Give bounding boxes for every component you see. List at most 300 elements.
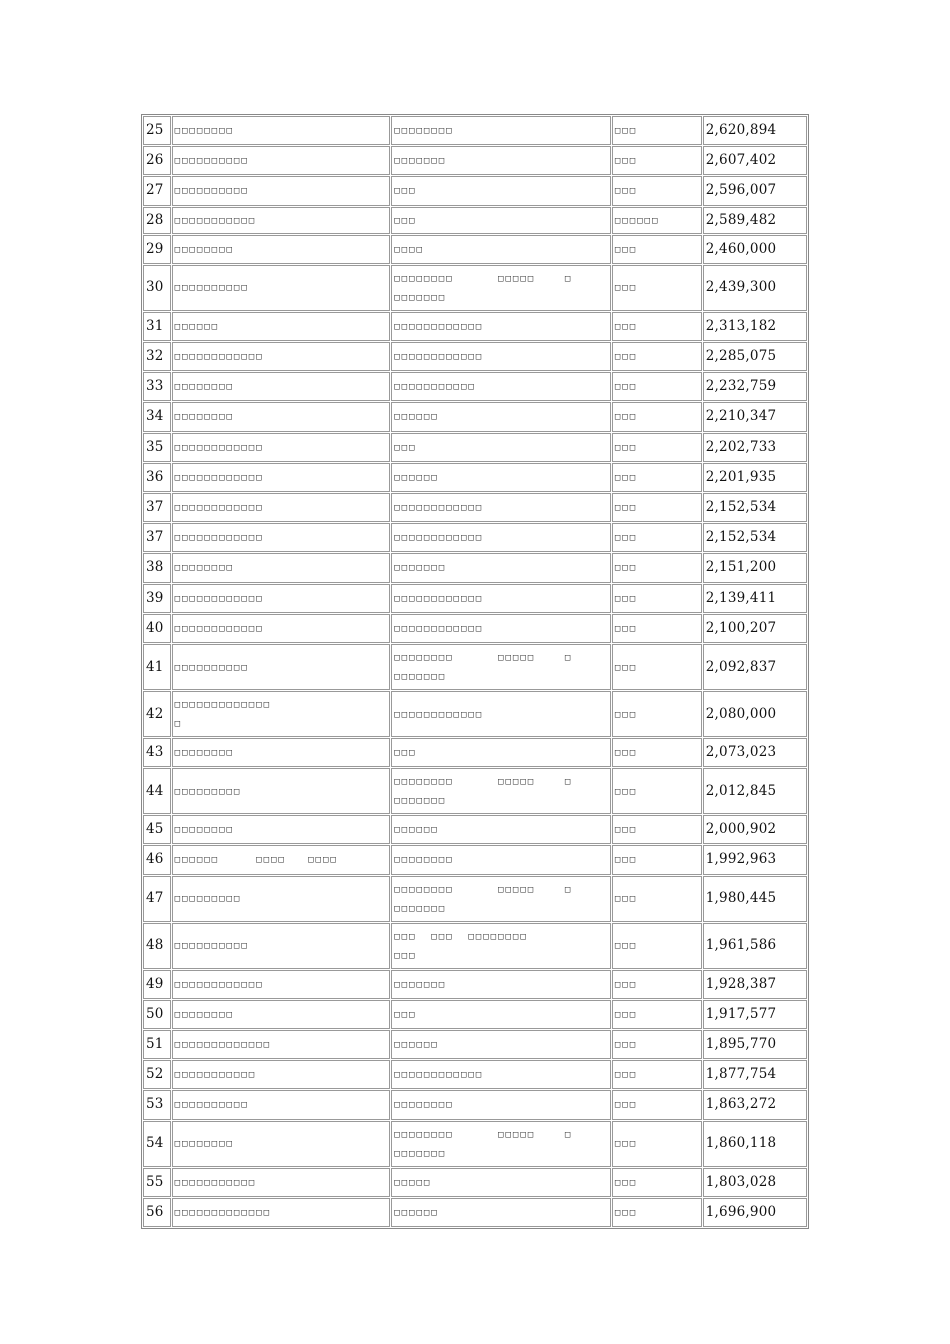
unit-cell [612, 402, 702, 431]
unit-cell-text: □□□ [614, 186, 638, 197]
category-cell [391, 433, 611, 462]
unit-cell [612, 493, 702, 522]
unit-cell-text: □□□ [614, 382, 638, 393]
table-row [143, 553, 807, 582]
amount-cell [703, 523, 807, 552]
row-number-cell-text: 56 [146, 1203, 164, 1220]
name-cell [172, 923, 391, 969]
category-cell [391, 738, 611, 767]
row-number-cell [143, 738, 171, 767]
name-cell [172, 553, 391, 582]
row-number-cell-text: 31 [146, 317, 164, 334]
name-cell-text: □□□□□□□□□ [174, 786, 242, 797]
row-number-cell-text: 54 [146, 1135, 164, 1152]
category-cell-text: □□□□□□□ [394, 979, 447, 990]
category-cell-text: □□□□ [394, 244, 424, 255]
table-row [143, 176, 807, 205]
unit-cell [612, 312, 702, 341]
category-cell-text: □□□□□□□□□□□□ [394, 709, 484, 720]
category-cell-text: □□□□□□□□ [394, 855, 454, 866]
category-cell [391, 493, 611, 522]
table-row [143, 644, 807, 690]
name-cell [172, 876, 391, 922]
category-cell [391, 372, 611, 401]
table-row [143, 923, 807, 969]
amount-cell-text: 2,210,347 [705, 408, 777, 425]
category-cell-text: □□□□□□□ [394, 563, 447, 574]
category-cell [391, 312, 611, 341]
category-cell-text: □□□□□□ [394, 472, 439, 483]
amount-cell-text: 1,863,272 [705, 1096, 777, 1113]
row-number-cell-text: 27 [146, 182, 164, 199]
row-number-cell [143, 553, 171, 582]
row-number-cell-text: 53 [146, 1096, 164, 1113]
amount-cell [703, 235, 807, 264]
amount-cell-text: 2,151,200 [705, 559, 777, 576]
amount-cell-text: 2,285,075 [705, 348, 777, 365]
unit-cell [612, 584, 702, 613]
name-cell [172, 1030, 391, 1059]
row-number-cell [143, 923, 171, 969]
amount-cell [703, 312, 807, 341]
name-cell [172, 372, 391, 401]
amount-cell [703, 372, 807, 401]
amount-cell [703, 1090, 807, 1119]
category-cell [391, 463, 611, 492]
row-number-cell-text: 36 [146, 468, 164, 485]
unit-cell [612, 553, 702, 582]
row-number-cell [143, 845, 171, 874]
row-number-cell-text: 34 [146, 408, 164, 425]
amount-cell [703, 815, 807, 844]
name-cell-text: □□□□□□□□ [174, 412, 234, 423]
amount-cell [703, 876, 807, 922]
row-number-cell [143, 312, 171, 341]
category-cell-text: □□□ [394, 442, 417, 453]
name-cell [172, 614, 391, 643]
category-cell [391, 265, 611, 311]
row-number-cell-text: 42 [146, 705, 164, 722]
unit-cell-text: □□□ [614, 156, 638, 167]
amount-cell-text: 1,895,770 [705, 1036, 777, 1053]
amount-cell-text: 1,860,118 [705, 1135, 777, 1152]
category-cell-text: □□□ [394, 215, 417, 226]
table-row [143, 584, 807, 613]
unit-cell [612, 523, 702, 552]
name-cell-text: □□□□□□□□ [174, 382, 234, 393]
unit-cell-text: □□□ [614, 786, 638, 797]
category-cell [391, 644, 611, 690]
category-cell [391, 146, 611, 175]
unit-cell [612, 342, 702, 371]
row-number-cell [143, 1000, 171, 1029]
amount-cell [703, 1030, 807, 1059]
name-cell [172, 1121, 391, 1167]
amount-cell-text: 2,073,023 [705, 744, 777, 761]
name-cell-text: □□□□□□□□ [174, 825, 234, 836]
row-number-cell [143, 876, 171, 922]
name-cell-text: □□□□□□□□□□□ [174, 1177, 257, 1188]
name-cell [172, 463, 391, 492]
row-number-cell [143, 1168, 171, 1197]
name-cell-text: □□□□□□□□□□□□□ [174, 1040, 272, 1051]
row-number-cell [143, 614, 171, 643]
row-number-cell-text: 37 [146, 529, 164, 546]
amount-cell [703, 553, 807, 582]
name-cell-text: □□□□□□□□□□□ [174, 1070, 257, 1081]
amount-cell-text: 1,980,445 [705, 890, 777, 907]
name-cell-text: □□□□□□□□□□ [174, 1100, 249, 1111]
amount-cell-text: 2,000,902 [705, 821, 777, 838]
category-cell [391, 402, 611, 431]
table-row [143, 614, 807, 643]
row-number-cell [143, 493, 171, 522]
amount-cell [703, 1168, 807, 1197]
unit-cell-text: □□□ [614, 941, 638, 952]
category-cell [391, 584, 611, 613]
name-cell [172, 523, 391, 552]
row-number-cell-text: 43 [146, 744, 164, 761]
row-number-cell [143, 1030, 171, 1059]
category-cell [391, 1121, 611, 1167]
category-cell-text: □□□□□□□□□□□□ [394, 352, 484, 363]
category-cell-text: □□□□□□□□ [394, 126, 454, 136]
category-cell [391, 553, 611, 582]
name-cell [172, 815, 391, 844]
table-row [143, 815, 807, 844]
category-cell-text: □□□□□□ [394, 1040, 439, 1051]
name-cell [172, 970, 391, 999]
category-cell [391, 815, 611, 844]
category-cell-text: □□□□□□□□□□□□ [394, 1070, 484, 1081]
table-row [143, 523, 807, 552]
table-row [143, 768, 807, 814]
row-number-cell [143, 815, 171, 844]
amount-cell-text: 2,100,207 [705, 619, 777, 636]
row-number-cell [143, 584, 171, 613]
name-cell-text: □□□□□□□□□□□□ [174, 593, 264, 604]
category-cell [391, 116, 611, 145]
name-cell-text: □□□□□□□□□□□□ [174, 352, 264, 363]
name-cell [172, 312, 391, 341]
table-row [143, 1000, 807, 1029]
category-cell [391, 1030, 611, 1059]
row-number-cell-text: 38 [146, 559, 164, 576]
unit-cell [612, 1000, 702, 1029]
unit-cell-text: □□□ [614, 244, 638, 255]
amount-cell-text: 2,232,759 [705, 378, 777, 395]
table-body [143, 116, 807, 1227]
category-cell-text: □□□□□□□□□□□□ [394, 321, 484, 332]
amount-cell [703, 207, 807, 234]
unit-cell [612, 1168, 702, 1197]
row-number-cell-text: 50 [146, 1005, 164, 1022]
unit-cell [612, 176, 702, 205]
row-number-cell-text: 41 [146, 658, 164, 675]
row-number-cell-text: 46 [146, 851, 164, 868]
table-row [143, 146, 807, 175]
category-cell-text: □□□□□□ [394, 825, 439, 836]
row-number-cell [143, 1090, 171, 1119]
unit-cell [612, 1030, 702, 1059]
category-cell-text: □□□□□□ [394, 1207, 439, 1218]
name-cell-text: □□□□□□□□□□□□ [174, 442, 264, 453]
name-cell-text: □□□□□□ [174, 321, 220, 332]
name-cell [172, 1168, 391, 1197]
category-cell [391, 1060, 611, 1089]
name-cell-text: □□□□□□ □□□□ □□□□ [174, 855, 338, 866]
name-cell-text: □□□□□□□□□□□□ [174, 623, 264, 634]
row-number-cell [143, 402, 171, 431]
amount-cell-text: 1,877,754 [705, 1066, 777, 1083]
amount-cell [703, 1000, 807, 1029]
row-number-cell [143, 463, 171, 492]
name-cell-text: □□□□□□□□ [174, 563, 234, 574]
amount-cell-text: 2,201,935 [705, 468, 777, 485]
name-cell [172, 265, 391, 311]
category-cell-text: □□□□□□□□□□□ [394, 382, 476, 393]
name-cell [172, 691, 391, 737]
row-number-cell-text: 48 [146, 937, 164, 954]
amount-cell [703, 614, 807, 643]
amount-cell [703, 923, 807, 969]
name-cell-text: □□□□□□□□ [174, 126, 234, 136]
row-number-cell-text: 51 [146, 1036, 164, 1053]
table-row [143, 1168, 807, 1197]
unit-cell-text: □□□ [614, 283, 638, 294]
unit-cell [612, 265, 702, 311]
unit-cell-text: □□□ [614, 442, 638, 453]
row-number-cell-text: 29 [146, 240, 164, 257]
table-row [143, 970, 807, 999]
row-number-cell-text: 40 [146, 619, 164, 636]
row-number-cell-text: 28 [146, 211, 164, 228]
category-cell-text: □□□□□□□□ [394, 1100, 454, 1111]
category-cell [391, 768, 611, 814]
amount-cell [703, 342, 807, 371]
unit-cell [612, 815, 702, 844]
table-row [143, 312, 807, 341]
amount-cell-text: 2,596,007 [705, 182, 777, 199]
amount-cell-text: 1,992,963 [705, 851, 777, 868]
amount-cell-text: 2,139,411 [705, 589, 777, 606]
name-cell [172, 1198, 391, 1227]
name-cell-text: □□□□□□□□□□□□ [174, 533, 264, 544]
table-row [143, 738, 807, 767]
category-cell [391, 970, 611, 999]
amount-cell-text: 2,439,300 [705, 279, 777, 296]
amount-cell-text: 2,092,837 [705, 658, 777, 675]
category-cell [391, 176, 611, 205]
category-cell [391, 1168, 611, 1197]
category-cell-text: □□□ [394, 186, 417, 197]
name-cell-text: □□□□□□□□□□□□□ □ [174, 700, 272, 730]
category-cell-text: □□□□□□□□ □□□□□ □ □□□□□□□ [394, 273, 573, 303]
category-cell [391, 691, 611, 737]
row-number-cell-text: 45 [146, 821, 164, 838]
table-row [143, 876, 807, 922]
unit-cell [612, 970, 702, 999]
amount-cell [703, 433, 807, 462]
amount-cell-text: 1,928,387 [705, 975, 777, 992]
table-row [143, 433, 807, 462]
unit-cell [612, 738, 702, 767]
amount-cell-text: 1,917,577 [705, 1005, 777, 1022]
name-cell [172, 235, 391, 264]
row-number-cell [143, 235, 171, 264]
category-cell-text: □□□□□□□□□□□□ [394, 533, 484, 544]
amount-cell [703, 691, 807, 737]
name-cell [172, 402, 391, 431]
table-row [143, 116, 807, 145]
unit-cell-text: □□□ [614, 563, 638, 574]
name-cell-text: □□□□□□□□□□ [174, 283, 249, 294]
category-cell [391, 1198, 611, 1227]
row-number-cell-text: 25 [146, 122, 164, 138]
unit-cell-text: □□□□□□ [614, 215, 660, 226]
amount-cell [703, 493, 807, 522]
name-cell [172, 1000, 391, 1029]
row-number-cell-text: 32 [146, 348, 164, 365]
row-number-cell [143, 116, 171, 145]
category-cell [391, 614, 611, 643]
unit-cell-text: □□□ [614, 1040, 638, 1051]
unit-cell [612, 207, 702, 234]
category-cell-text: □□□□□□□□ □□□□□ □ □□□□□□□ [394, 653, 573, 683]
amount-cell [703, 116, 807, 145]
row-number-cell [143, 1060, 171, 1089]
amount-cell [703, 176, 807, 205]
name-cell [172, 207, 391, 234]
name-cell-text: □□□□□□□□ [174, 748, 234, 759]
table-row [143, 845, 807, 874]
unit-cell [612, 433, 702, 462]
row-number-cell [143, 207, 171, 234]
unit-cell-text: □□□ [614, 709, 638, 720]
category-cell-text: □□□□□□□□ □□□□□ □ □□□□□□□ [394, 1129, 573, 1159]
unit-cell-text: □□□ [614, 352, 638, 363]
name-cell [172, 342, 391, 371]
name-cell-text: □□□□□□□□□□ [174, 156, 249, 167]
row-number-cell [143, 644, 171, 690]
category-cell [391, 876, 611, 922]
unit-cell-text: □□□ [614, 533, 638, 544]
category-cell-text: □□□□□□ [394, 412, 439, 423]
table-row [143, 1090, 807, 1119]
unit-cell [612, 463, 702, 492]
amount-cell-text: 1,696,900 [705, 1203, 777, 1220]
unit-cell [612, 768, 702, 814]
row-number-cell [143, 1198, 171, 1227]
unit-cell [612, 235, 702, 264]
amount-cell-text: 2,620,894 [705, 122, 777, 138]
table-row [143, 265, 807, 311]
row-number-cell [143, 768, 171, 814]
amount-cell-text: 1,803,028 [705, 1173, 777, 1190]
unit-cell [612, 923, 702, 969]
name-cell-text: □□□□□□□□□□□□ [174, 979, 264, 990]
unit-cell-text: □□□ [614, 412, 638, 423]
table-row [143, 1030, 807, 1059]
category-cell-text: □□□□□□□ [394, 156, 447, 167]
category-cell-text: □□□□□□□□□□□□ [394, 593, 484, 604]
category-cell [391, 207, 611, 234]
row-number-cell-text: 47 [146, 890, 164, 907]
row-number-cell [143, 523, 171, 552]
unit-cell [612, 691, 702, 737]
amount-cell-text: 2,152,534 [705, 499, 777, 516]
amount-cell [703, 463, 807, 492]
name-cell [172, 845, 391, 874]
row-number-cell-text: 52 [146, 1066, 164, 1083]
table-row [143, 493, 807, 522]
amount-cell-text: 2,589,482 [705, 211, 777, 228]
unit-cell-text: □□□ [614, 979, 638, 990]
unit-cell-text: □□□ [614, 1009, 638, 1020]
name-cell [172, 1060, 391, 1089]
category-cell [391, 923, 611, 969]
category-cell [391, 235, 611, 264]
name-cell [172, 584, 391, 613]
amount-cell [703, 845, 807, 874]
name-cell [172, 738, 391, 767]
name-cell [172, 768, 391, 814]
unit-cell [612, 1121, 702, 1167]
unit-cell [612, 1060, 702, 1089]
row-number-cell [143, 265, 171, 311]
table-row [143, 372, 807, 401]
category-cell-text: □□□□□□□□ □□□□□ □ □□□□□□□ [394, 777, 573, 807]
unit-cell-text: □□□ [614, 825, 638, 836]
unit-cell-text: □□□ [614, 1100, 638, 1111]
category-cell-text: □□□ □□□ □□□□□□□□ □□□ [394, 931, 528, 961]
table-row [143, 207, 807, 234]
row-number-cell-text: 37 [146, 499, 164, 516]
row-number-cell [143, 146, 171, 175]
name-cell-text: □□□□□□□□□□□□ [174, 472, 264, 483]
row-number-cell [143, 691, 171, 737]
amount-cell [703, 768, 807, 814]
amount-cell [703, 1060, 807, 1089]
amount-cell-text: 2,460,000 [705, 240, 777, 257]
name-cell-text: □□□□□□□□□□ [174, 662, 249, 673]
table-row [143, 342, 807, 371]
unit-cell-text: □□□ [614, 623, 638, 634]
row-number-cell [143, 372, 171, 401]
table-row [143, 1060, 807, 1089]
row-number-cell-text: 39 [146, 589, 164, 606]
name-cell [172, 493, 391, 522]
row-number-cell-text: 30 [146, 279, 164, 296]
name-cell-text: □□□□□□□□□□□□ [174, 503, 264, 514]
row-number-cell-text: 35 [146, 438, 164, 455]
amount-cell [703, 1121, 807, 1167]
category-cell [391, 342, 611, 371]
category-cell-text: □□□□□ [394, 1177, 432, 1188]
unit-cell-text: □□□ [614, 126, 638, 136]
amount-cell [703, 1198, 807, 1227]
name-cell-text: □□□□□□□□□□□ [174, 215, 257, 226]
category-cell [391, 1090, 611, 1119]
unit-cell-text: □□□ [614, 1070, 638, 1081]
unit-cell [612, 146, 702, 175]
unit-cell-text: □□□ [614, 748, 638, 759]
category-cell-text: □□□□□□□□□□□□ [394, 503, 484, 514]
category-cell-text: □□□□□□□□□□□□ [394, 623, 484, 634]
unit-cell-text: □□□ [614, 662, 638, 673]
unit-cell [612, 614, 702, 643]
amount-cell-text: 2,313,182 [705, 317, 777, 334]
